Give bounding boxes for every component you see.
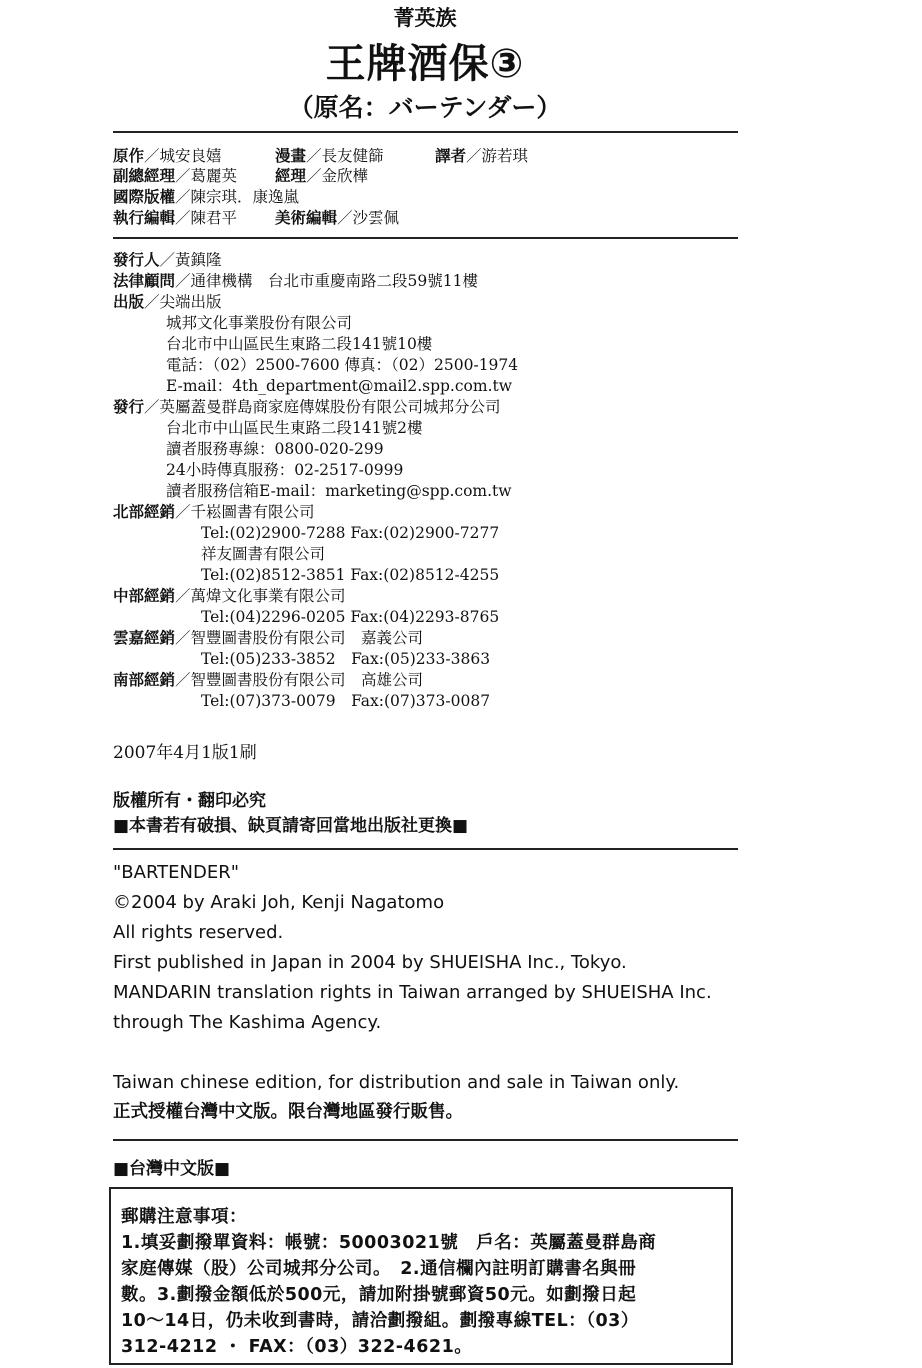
distribution-email: 讀者服務信箱E-mail：marketing@spp.com.tw [166,482,512,500]
credit-label: 執行編輯 [113,209,176,227]
translation-rights-line: MANDARIN translation rights in Taiwan arranged by SHUEISHA Inc. [113,982,712,1003]
north-distributor: 北部經銷／千崧圖書有限公司 [113,503,315,521]
chiayi-contact: Tel:(05)233-3852 Fax:(05)233-3863 [201,650,491,668]
credit-deputy-gm: 副總經理／葛麗英 [113,167,238,185]
divider [113,131,738,133]
publish-company: 城邦文化事業股份有限公司 [166,314,353,332]
credit-label: 經理 [275,167,307,185]
publish-line: 出版／尖端出版 [113,293,222,311]
credit-label: 國際版權 [113,188,176,206]
mail-order-line: 10～14日，仍未收到書時，請洽劃撥組。劃撥專線TEL：（03） [121,1311,639,1331]
info-value: 智豐圖書股份有限公司 嘉義公司 [190,629,424,647]
credit-value: 金欣樺 [321,167,369,185]
mail-order-line: 1.填妥劃撥單資料：帳號：50003021號 戶名：英屬蓋曼群島商 [121,1233,657,1253]
north-company-2: 祥友圖書有限公司 [201,545,326,563]
publish-email: E-mail：4th_department@mail2.spp.com.tw [166,377,512,395]
copyright-line: ©2004 by Araki Joh, Kenji Nagatomo [113,892,445,913]
taiwan-edition-label: ■台灣中文版■ [113,1159,231,1179]
mail-order-line: 數。3.劃撥金額低於500元，請加附掛號郵資50元。如劃撥日起 [121,1285,637,1305]
legal-line: 法律顧問／通律機構 台北市重慶南路二段59號11樓 [113,272,478,290]
mail-order-line: 312-4212 ・ FAX：（03）322-4621。 [121,1337,473,1357]
credit-manager: 經理／金欣樺 [275,167,369,185]
south-distributor: 南部經銷／智豐圖書股份有限公司 高雄公司 [113,671,424,689]
credit-label: 美術編輯 [275,209,338,227]
authorized-edition: 正式授權台灣中文版。限台灣地區發行販售。 [113,1102,463,1122]
original-title: （原名：バーテンダー） [288,93,562,122]
issuer-line: 發行人／黃鎮隆 [113,251,222,269]
distribution-line: 發行／英屬蓋曼群島商家庭傳媒股份有限公司城邦分公司 [113,398,501,416]
credit-value: 沙雲佩 [352,209,400,227]
credit-translator: 譯者／游若琪 [435,147,529,165]
credit-intl-rights: 國際版權／陳宗琪．康逸嵐 [113,188,300,206]
info-value: 尖端出版 [159,293,222,311]
publisher-brand: 菁英族 [393,6,457,30]
credit-value: 陳宗琪．康逸嵐 [190,188,300,206]
credit-label: 譯者 [435,147,467,165]
publish-address: 台北市中山區民生東路二段141號10樓 [166,335,433,353]
book-title: 王牌酒保③ [325,41,525,87]
info-value: 千崧圖書有限公司 [190,503,315,521]
divider [113,237,738,239]
north-contact: Tel:(02)2900-7288 Fax:(02)2900-7277 [201,524,500,542]
central-distributor: 中部經銷／萬煒文化事業有限公司 [113,587,346,605]
info-value: 智豐圖書股份有限公司 高雄公司 [190,671,424,689]
damage-notice: ■本書若有破損、缺頁請寄回當地出版社更換■ [113,816,469,836]
taiwan-edition-line: Taiwan chinese edition, for distribution and sale in Taiwan only. [113,1072,680,1093]
rights-reserved: 版權所有・翻印必究 [113,791,266,811]
info-value: 黃鎮隆 [175,251,222,269]
credit-value: 長友健篩 [321,147,384,165]
credit-exec-editor: 執行編輯／陳君平 [113,209,238,227]
mail-order-title: 郵購注意事項： [121,1207,247,1227]
info-label: 出版 [113,293,145,311]
info-label: 北部經銷 [113,503,176,521]
info-value: 英屬蓋曼群島商家庭傳媒股份有限公司城邦分公司 [159,398,501,416]
english-title: "BARTENDER" [113,862,239,883]
credit-art-editor: 美術編輯／沙雲佩 [275,209,400,227]
rights-line: All rights reserved. [113,922,284,943]
credit-label: 漫畫 [275,147,307,165]
info-label: 發行 [113,398,145,416]
info-label: 南部經銷 [113,671,176,689]
credit-value: 葛麗英 [190,167,238,185]
distribution-address: 台北市中山區民生東路二段141號2樓 [166,419,423,437]
divider [113,1139,738,1141]
info-label: 中部經銷 [113,587,176,605]
credit-artist: 漫畫／長友健篩 [275,147,384,165]
info-label: 雲嘉經銷 [113,629,176,647]
agency-line: through The Kashima Agency. [113,1012,382,1033]
south-contact: Tel:(07)373-0079 Fax:(07)373-0087 [201,692,491,710]
info-value: 通律機構 台北市重慶南路二段59號11樓 [190,272,478,290]
edition-date: 2007年4月1版1刷 [113,743,257,763]
central-contact: Tel:(04)2296-0205 Fax:(04)2293-8765 [201,608,500,626]
chiayi-distributor: 雲嘉經銷／智豐圖書股份有限公司 嘉義公司 [113,629,424,647]
credit-label: 副總經理 [113,167,176,185]
distribution-hotline: 讀者服務專線：0800-020-299 [166,440,384,458]
divider [113,848,738,850]
info-label: 法律顧問 [113,272,176,290]
credit-author: 原作／城安良嬉 [113,147,222,165]
credit-value: 陳君平 [190,209,238,227]
info-value: 萬煒文化事業有限公司 [190,587,346,605]
mail-order-line: 家庭傳媒（股）公司城邦分公司。 2.通信欄內註明訂購書名與冊 [121,1259,637,1279]
north-contact-2: Tel:(02)8512-3851 Fax:(02)8512-4255 [201,566,500,584]
mail-order-box [109,1187,733,1365]
credit-label: 原作 [113,147,145,165]
credit-value: 城安良嬉 [159,147,222,165]
credit-value: 游若琪 [481,147,529,165]
info-label: 發行人 [113,251,160,269]
first-published-line: First published in Japan in 2004 by SHUEISHA Inc., Tokyo. [113,952,627,973]
publish-phone: 電話：（02）2500-7600 傳真：（02）2500-1974 [166,356,519,374]
distribution-fax: 24小時傳真服務：02-2517-0999 [166,461,404,479]
